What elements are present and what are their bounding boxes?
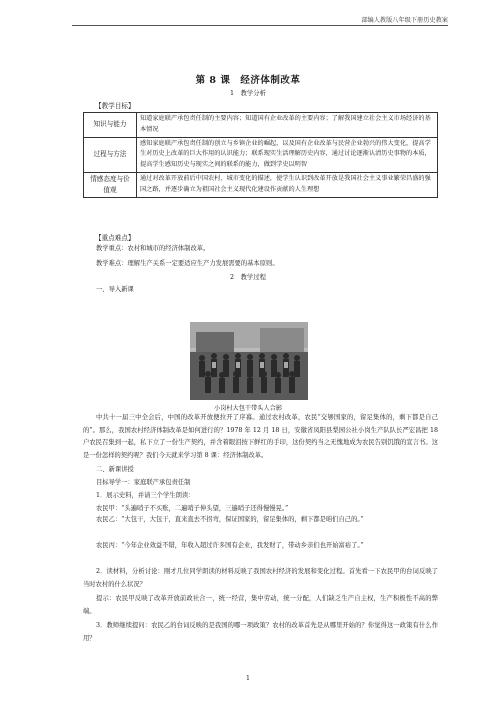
goal-text: 知道家庭联产承包责任制的主要内容；知道国有企业改革的主要内容；了解我国建立社会主义市场经济的基本情况 bbox=[137, 113, 438, 138]
section-teaching-process: 2 教学过程 bbox=[229, 273, 267, 281]
intro-heading: 一、导入新课 bbox=[96, 286, 134, 293]
goals-heading: 【教学目标】 bbox=[95, 102, 135, 110]
answer-hint: 提示：农民甲反映了改革开放前政社合一，统一经营，集中劳动，统一分配，人们缺乏生产自主权，生产积极性不高的弊端。 bbox=[83, 595, 438, 615]
step-one: 1．展示史料，并请三个学生朗读： bbox=[96, 492, 195, 499]
lesson-title: 第 8 课 经济体制改革 bbox=[195, 75, 301, 86]
key-point: 教学重点：农村和城市的经济体制改革。 bbox=[96, 245, 210, 252]
page-number: 1 bbox=[246, 675, 250, 682]
goal-row bbox=[84, 172, 438, 197]
goal-row bbox=[84, 113, 438, 138]
step-two: 2．读材料，分析讨论：刚才几位同学朗读的材料反映了我国农村经济的发展和变化过程。首先看一下农民甲的台词反映了当时农村的什么状况？ bbox=[83, 568, 438, 588]
goal-label: 情感态度与价值观 bbox=[84, 172, 137, 197]
farmer-a-quote: 农民甲：“头遍哨子不买账，二遍哨子伸头望，三遍哨子还得慢慢晃。” bbox=[96, 505, 289, 512]
farmer-c-quote: 农民丙：“今年企业效益不错，年收入超过许多国有企业，我发财了，带动乡亲们也开始富裕了。” bbox=[96, 542, 364, 549]
difficulty-point: 教学难点：理解生产关系一定要适应生产力发展需要的基本原则。 bbox=[96, 260, 279, 267]
goal-text: 感知家庭联产承包责任制的创立与乡镇企业的崛起，以及国有企业改革与民营企业勃兴的伟大变化，提高学生对历史上改革的巨大作用的认识能力；联系现实生活理解历史内容，通过讨论逐渐认清历史事物的本质，提高学生感知历史与现实之间的联系的能力，做到学史以明智 bbox=[137, 137, 438, 172]
goal-text: 通过对改革开放前后中国农村、城市变化的描述，使学生认识到改革开放是我国社会主义事业繁荣昌盛的强国之路，并逐步确立为祖国社会主义现代化建设作贡献的人生理想 bbox=[137, 172, 438, 197]
group-photo-image bbox=[190, 322, 308, 400]
goal-row bbox=[84, 137, 438, 172]
guide-one: 目标导学一：家庭联产承包责任制 bbox=[96, 479, 191, 486]
running-header: 部编人教版八年级下册历史教案 bbox=[361, 17, 448, 24]
goal-label: 知识与能力 bbox=[84, 113, 137, 138]
goal-label: 过程与方法 bbox=[84, 137, 137, 172]
header-rule bbox=[72, 25, 448, 26]
section-teaching-analysis: 1 教学分析 bbox=[229, 89, 267, 97]
intro-paragraph: 中共十一届三中全会后，中国的改革开放便拉开了序幕。通过农村改革，农民“交够国家的，留足集体的，剩下都是自己的”。那么，我国农村经济体制改革是如何进行的？1978 年 12 月 18 日，安徽省凤阳县梨园公社小岗生产队队长严宏昌把 18 户农民召集到一起，私下立了一份生产契约，并含着眼泪按下鲜红的手印，这份契约当之无愧地成为农民告别饥饿的宣言书。这是一份怎样的契约呢？我们今天就来学习第 8 课：经济体制改革。 bbox=[83, 414, 438, 460]
new-lesson-heading: 二、新课讲授 bbox=[96, 466, 134, 473]
step-three: 3．教师继续提问：农民乙的台词反映的是我国的哪一项政策？农村的改革首先是从哪里开始的？你觉得这一政策有什么作用？ bbox=[83, 622, 438, 642]
keypoints-heading: 【重点难点】 bbox=[95, 234, 135, 242]
goals-table bbox=[83, 112, 438, 198]
group-photo bbox=[190, 322, 308, 400]
farmer-b-quote: 农民乙：“大包干，大包干，直来直去不拐弯，保证国家的，留足集体的，剩下都是咱们自己的。” bbox=[96, 516, 364, 523]
photo-caption: 小岗村大包干带头人合影 bbox=[213, 405, 283, 412]
